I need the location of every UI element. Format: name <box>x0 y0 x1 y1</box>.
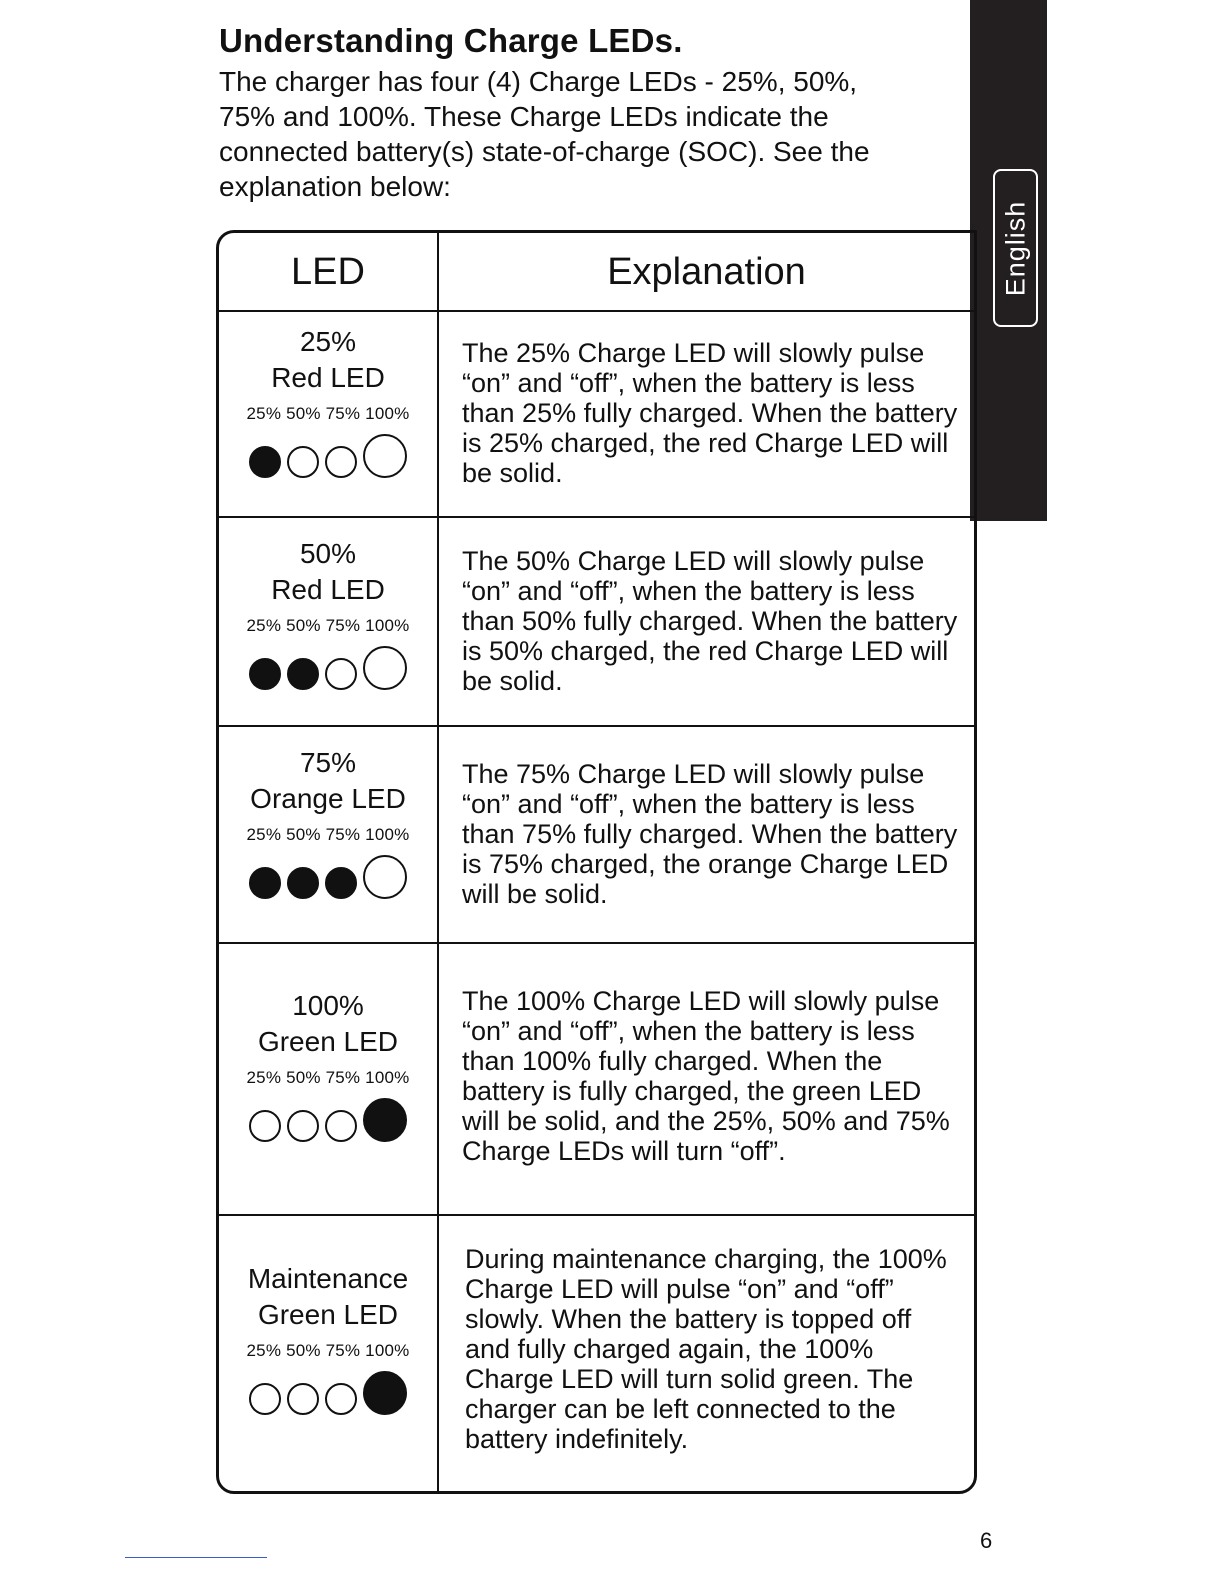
led-cell <box>219 312 439 516</box>
header-explanation: Explanation <box>607 251 806 293</box>
led-75-indicator <box>325 1383 357 1415</box>
led-75-indicator <box>325 867 357 899</box>
table-row <box>219 727 974 944</box>
led-indicator-group <box>219 646 437 690</box>
table-row <box>219 312 974 518</box>
led-25-indicator <box>249 1110 281 1142</box>
charge-led-table <box>216 230 977 1494</box>
led-100-indicator <box>363 1371 407 1415</box>
led-indicator-group <box>219 1098 437 1142</box>
led-scale-label: 25% 50% 75% 100% <box>246 616 410 635</box>
language-tab-box <box>993 169 1038 327</box>
led-25-indicator <box>249 658 281 690</box>
led-indicator-group <box>219 855 437 899</box>
led-50-indicator <box>287 867 319 899</box>
led-75-indicator <box>325 446 357 478</box>
explanation-text: The 100% Charge LED will slowly pulse “on” and “off”, when the battery is less than 100% fully charged. When the battery is fully charged, the green LED will be solid, and the 25%, 50% and 75% Charge LEDs will turn “off”. <box>462 986 950 1166</box>
page-heading: Understanding Charge LEDs. <box>219 22 683 59</box>
led-50-indicator <box>287 658 319 690</box>
led-indicator-group <box>219 1371 437 1415</box>
led-color: Orange LED <box>250 783 406 814</box>
explanation-cell <box>439 312 974 516</box>
led-color: Red LED <box>271 362 385 393</box>
led-scale-label: 25% 50% 75% 100% <box>246 404 410 423</box>
header-led-cell <box>219 233 439 310</box>
led-cell <box>219 727 439 942</box>
header-led: LED <box>291 251 365 293</box>
led-100-indicator <box>363 855 407 899</box>
led-75-indicator <box>325 658 357 690</box>
page-number: 6 <box>980 1528 993 1553</box>
led-percent: 100% <box>292 990 364 1021</box>
led-cell <box>219 944 439 1214</box>
explanation-cell <box>439 1216 974 1491</box>
led-100-indicator <box>363 1098 407 1142</box>
led-50-indicator <box>287 446 319 478</box>
led-color: Red LED <box>271 574 385 605</box>
led-indicator-group <box>219 434 437 478</box>
led-color: Green LED <box>257 1026 399 1057</box>
led-75-indicator <box>325 1110 357 1142</box>
led-50-indicator <box>287 1383 319 1415</box>
led-scale-label: 25% 50% 75% 100% <box>246 1068 410 1087</box>
explanation-text: The 50% Charge LED will slowly pulse “on” and “off”, when the battery is less than 50% fully charged. When the battery is 50% charged, the red Charge LED will be solid. <box>462 546 958 696</box>
language-tab-label: English <box>1000 200 1030 296</box>
led-cell <box>219 518 439 725</box>
explanation-cell <box>439 518 974 725</box>
led-100-indicator <box>363 646 407 690</box>
explanation-text: During maintenance charging, the 100% Charge LED will pulse “on” and “off” slowly. When the battery is topped off and fully charged again, the 100% Charge LED will turn solid green. The charger can be left connected to the battery indefinitely. <box>465 1244 947 1454</box>
table-header-row <box>219 233 974 312</box>
led-100-indicator <box>363 434 407 478</box>
led-25-indicator <box>249 867 281 899</box>
intro-paragraph: The charger has four (4) Charge LEDs - 25%, 50%, 75% and 100%. These Charge LEDs indicate the connected battery(s) state-of-charge (SOC). See the explanation below: <box>219 66 870 202</box>
led-percent: 25% <box>299 326 357 357</box>
led-cell <box>219 1216 439 1491</box>
table-row <box>219 518 974 727</box>
table-row <box>219 1216 974 1491</box>
explanation-text: The 75% Charge LED will slowly pulse “on” and “off”, when the battery is less than 75% fully charged. When the battery is 75% charged, the orange Charge LED will be solid. <box>462 759 958 909</box>
led-scale-label: 25% 50% 75% 100% <box>246 1341 410 1360</box>
led-color: Green LED <box>257 1299 399 1330</box>
led-scale-label: 25% 50% 75% 100% <box>246 825 410 844</box>
led-percent: 50% <box>299 538 357 569</box>
explanation-cell <box>439 727 974 942</box>
led-25-indicator <box>249 446 281 478</box>
led-percent: Maintenance <box>247 1263 409 1294</box>
explanation-text: The 25% Charge LED will slowly pulse “on” and “off”, when the battery is less than 25% fully charged. When the battery is 25% charged, the red Charge LED will be solid. <box>462 338 958 488</box>
header-explanation-cell <box>439 233 974 310</box>
explanation-cell <box>439 944 974 1214</box>
led-50-indicator <box>287 1110 319 1142</box>
footer-rule <box>125 1557 267 1558</box>
table-row <box>219 944 974 1216</box>
led-percent: 75% <box>299 747 357 778</box>
led-25-indicator <box>249 1383 281 1415</box>
